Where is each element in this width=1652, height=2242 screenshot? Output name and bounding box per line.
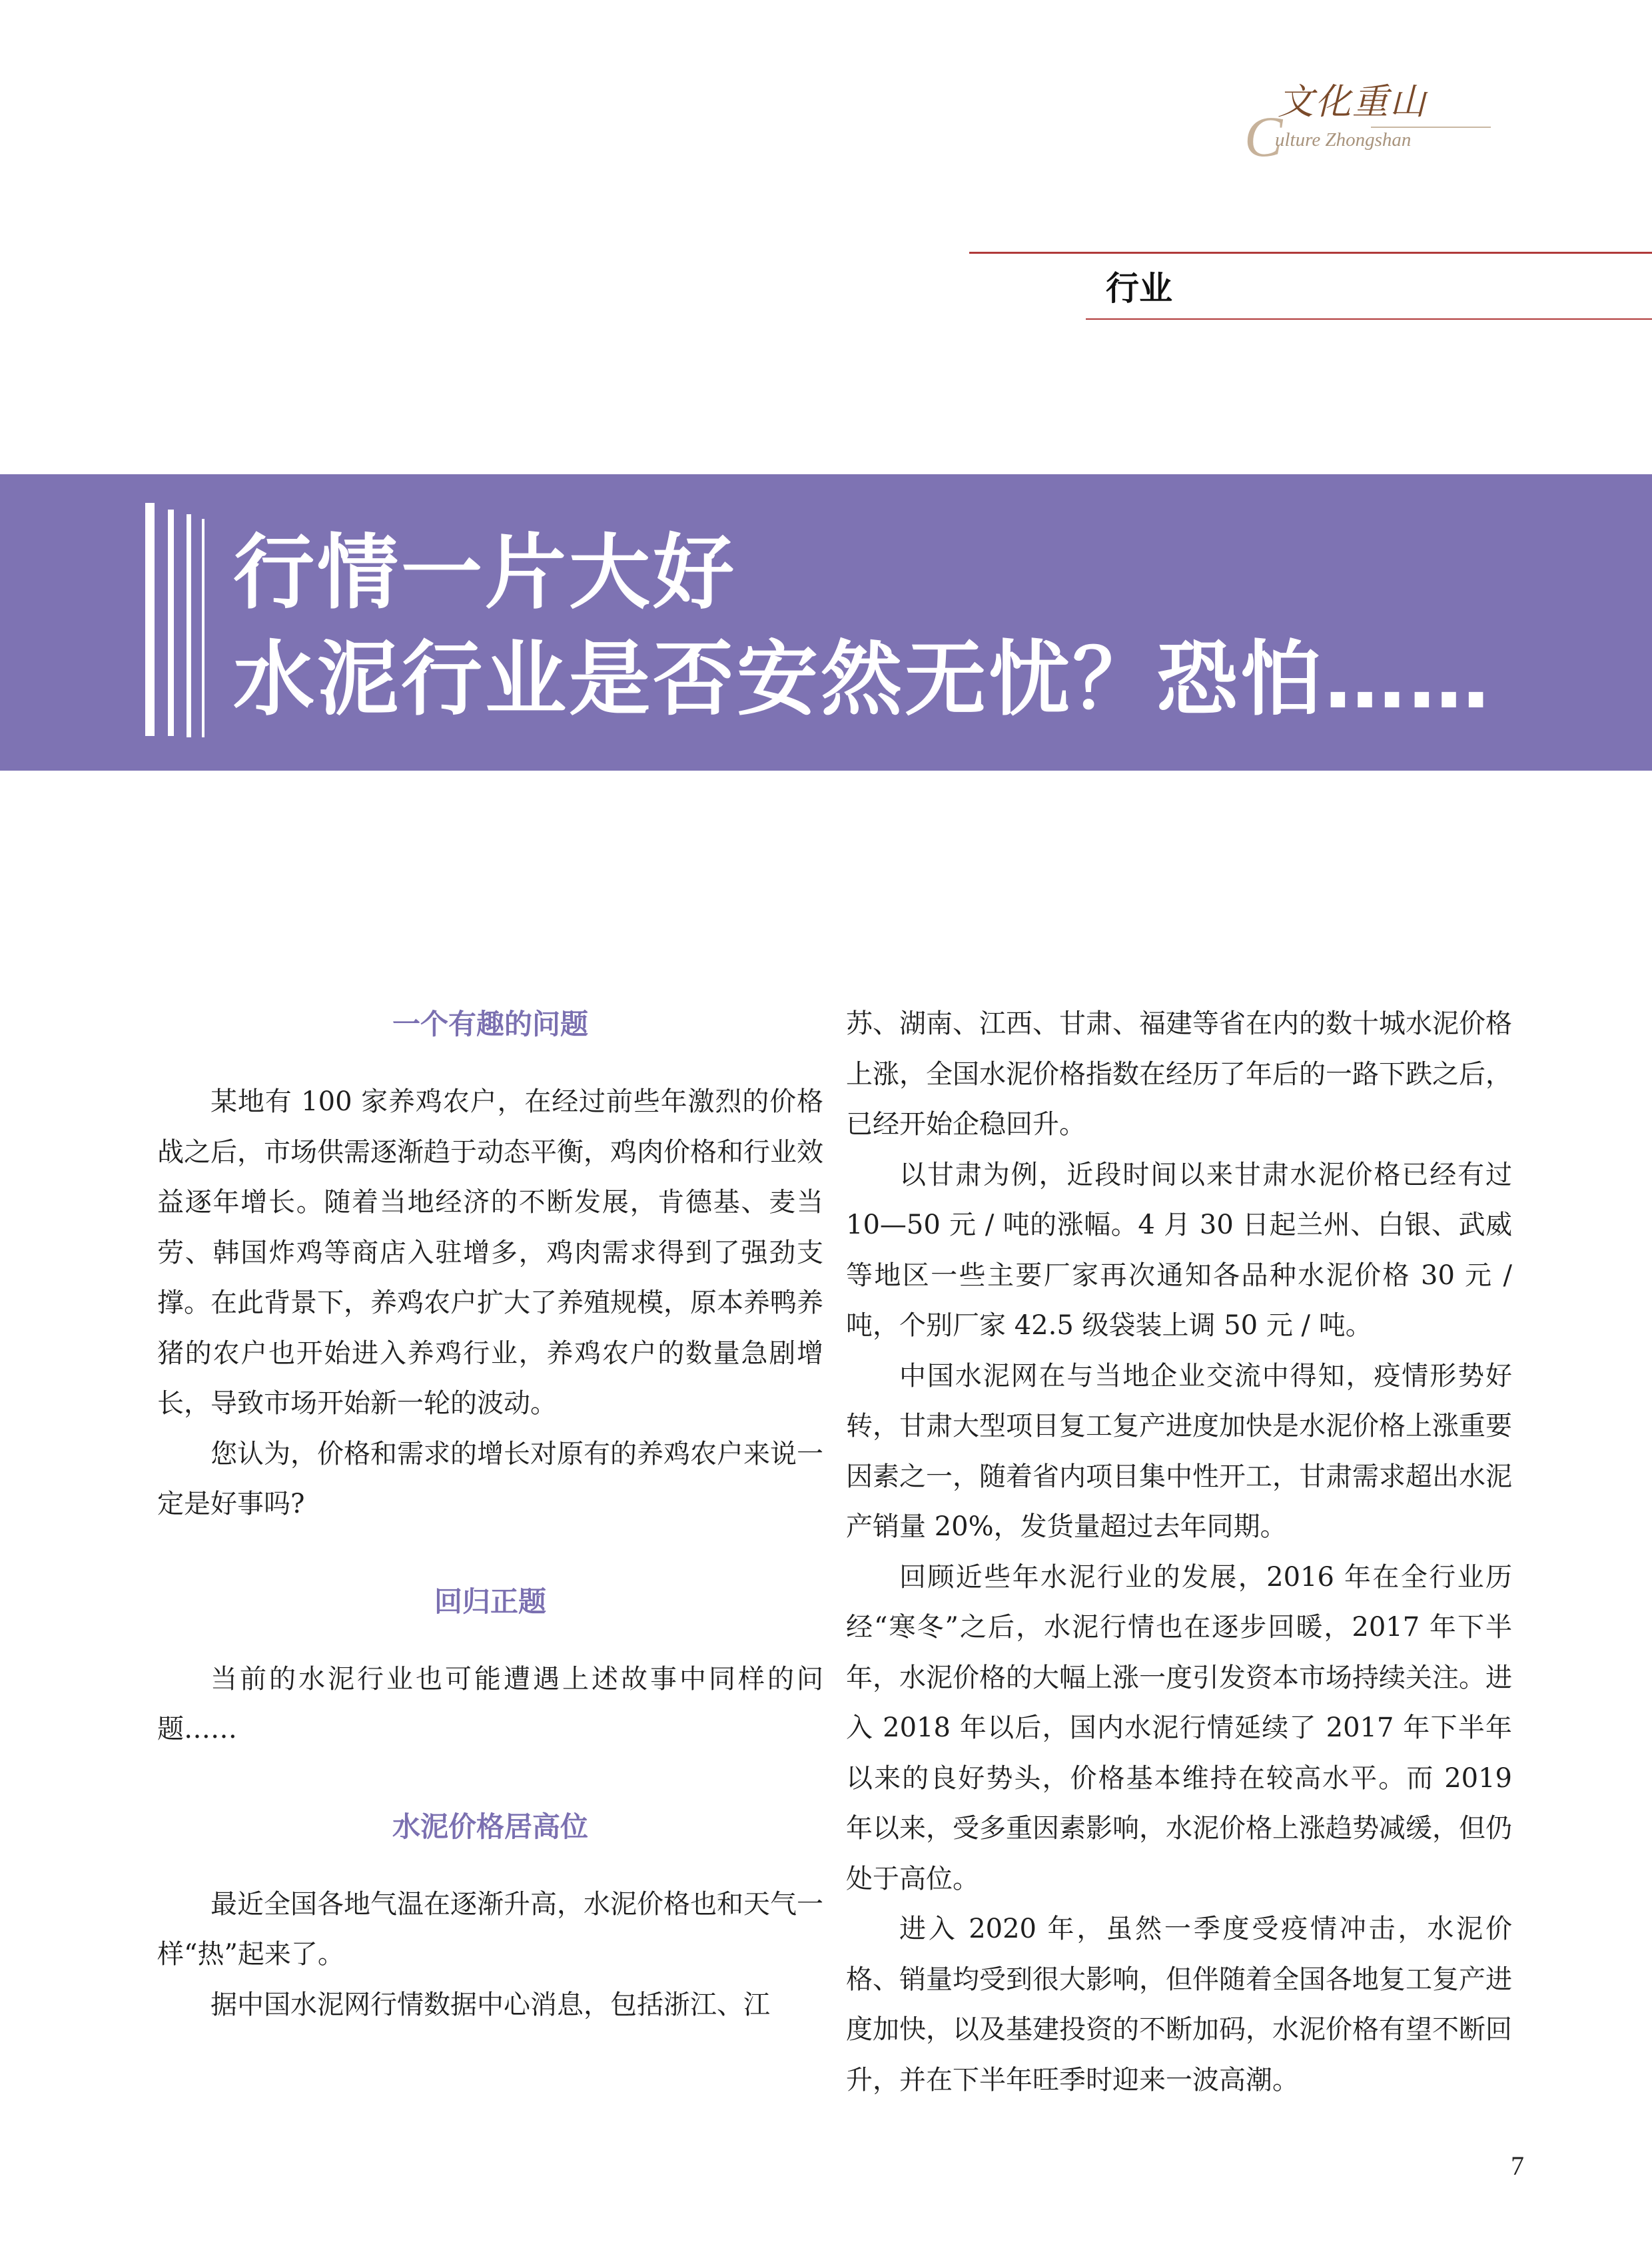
paragraph: 当前的水泥行业也可能遭遇上述故事中同样的问题…… bbox=[157, 1663, 823, 1744]
logo-chinese-text: 文化重山 bbox=[1278, 81, 1427, 123]
logo-divider bbox=[1371, 127, 1491, 128]
paragraph: 回顾近些年水泥行业的发展，2016 年在全行业历经“寒冬”之后，水泥行情也在逐步回暖，2017 年下半年，水泥价格的大幅上涨一度引发资本市场持续关注。进入 2018 年以后，国内水泥行情延续了 2017 年下半年以来的良好势头，价格基本维持在较高水平。而 2019 年以来，受多重因素影响，水泥价格上涨趋势减缓，但仍处于高位。 bbox=[846, 1561, 1512, 1894]
section-label: 行业 bbox=[1106, 269, 1172, 308]
decorative-bar bbox=[187, 514, 191, 737]
paragraph: 您认为，价格和需求的增长对原有的养鸡农户来说一定是好事吗? bbox=[157, 1438, 823, 1519]
article-title-line2: 水泥行业是否安然无忧？恐怕…… bbox=[233, 632, 1492, 727]
paragraph: 中国水泥网在与当地企业交流中得知，疫情形势好转，甘肃大型项目复工复产进度加快是水泥价格上涨重要因素之一，随着省内项目集中性开工，甘肃需求超出水泥产销量 20%，发货量超过去年同期。 bbox=[846, 1360, 1512, 1542]
paragraph: 进入 2020 年，虽然一季度受疫情冲击，水泥价格、销量均受到很大影响，但伴随着全国各地复工复产进度加快，以及基建投资的不断加码，水泥价格有望不断回升，并在下半年旺季时迎来一波高潮。 bbox=[846, 1914, 1512, 2095]
paragraph: 最近全国各地气温在逐渐升高，水泥价格也和天气一样“热”起来了。 bbox=[157, 1888, 823, 1970]
magazine-logo bbox=[1238, 79, 1491, 169]
page-number: 7 bbox=[1511, 2151, 1524, 2181]
paragraph: 苏、湖南、江西、甘肃、福建等省在内的数十城水泥价格上涨，全国水泥价格指数在经历了年后的一路下跌之后，已经开始企稳回升。 bbox=[846, 1008, 1512, 1140]
paragraph: 据中国水泥网行情数据中心消息，包括浙江、江 bbox=[210, 1989, 770, 2020]
logo-initial-letter: C bbox=[1244, 105, 1283, 169]
paragraph: 某地有 100 家养鸡农户，在经过前些年激烈的价格战之后，市场供需逐渐趋于动态平衡，鸡肉价格和行业效益逐年增长。随着当地经济的不断发展，肯德基、麦当劳、韩国炸鸡等商店入驻增多，鸡肉需求得到了强劲支撑。在此背景下，养鸡农户扩大了养殖规模，原本养鸭养猪的农户也开始进入养鸡行业，养鸡农户的数量急剧增长，导致市场开始新一轮的波动。 bbox=[157, 1086, 823, 1419]
logo-english-text: ulture Zhongshan bbox=[1275, 129, 1412, 151]
subheading: 回归正题 bbox=[434, 1585, 546, 1618]
decorative-bar bbox=[202, 519, 205, 737]
decorative-bar bbox=[145, 503, 155, 736]
section-top-rule bbox=[969, 252, 1652, 254]
right-column bbox=[846, 999, 1512, 2105]
left-column bbox=[157, 999, 823, 2030]
decorative-bar bbox=[168, 510, 174, 736]
paragraph: 以甘肃为例，近段时间以来甘肃水泥价格已经有过 10—50 元 / 吨的涨幅。4 月 30 日起兰州、白银、武威等地区一些主要厂家再次通知各品种水泥价格 30 元 / 吨，个别厂家 42.5 级袋装上调 50 元 / 吨。 bbox=[846, 1159, 1512, 1341]
section-bottom-rule bbox=[1086, 318, 1652, 320]
article-title-line1: 行情一片大好 bbox=[233, 526, 737, 620]
subheading: 水泥价格居高位 bbox=[392, 1810, 588, 1843]
subheading: 一个有趣的问题 bbox=[392, 1008, 588, 1040]
